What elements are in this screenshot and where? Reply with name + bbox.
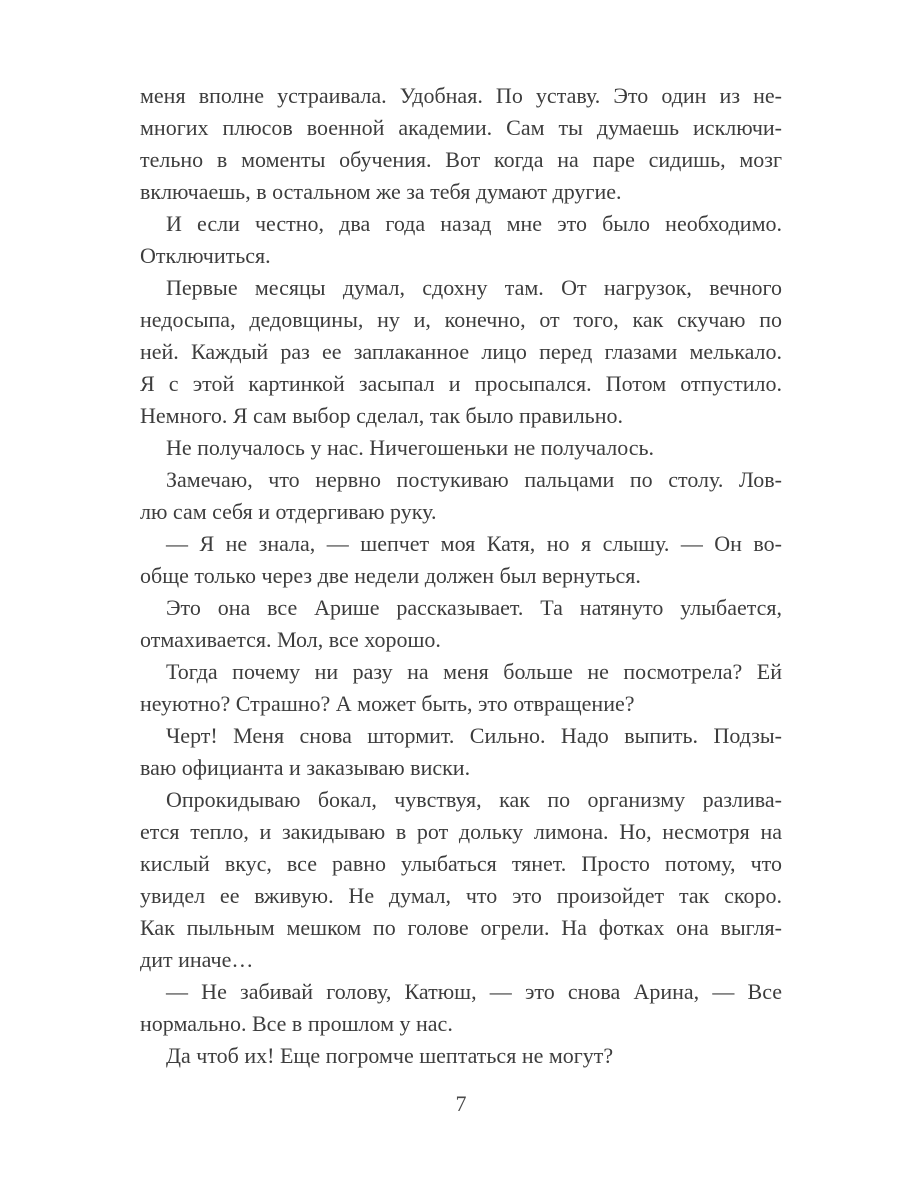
text-line: Первые месяцы думал, сдохну там. От нагрузок, вечного bbox=[166, 275, 782, 300]
text-line: Как пыльным мешком по голове огрели. На фотках она выгля- bbox=[140, 915, 782, 940]
text-block bbox=[140, 80, 782, 1072]
text-line: отмахивается. Мол, все хорошо. bbox=[140, 627, 441, 652]
paragraph bbox=[140, 528, 782, 592]
text-line: нормально. Все в прошлом у нас. bbox=[140, 1011, 453, 1036]
paragraph bbox=[140, 464, 782, 528]
text-line: Замечаю, что нервно постукиваю пальцами по столу. Лов- bbox=[166, 467, 782, 492]
text-line: Черт! Меня снова штормит. Сильно. Надо выпить. Подзы- bbox=[166, 723, 782, 748]
paragraph bbox=[140, 208, 782, 272]
text-line: Отключиться. bbox=[140, 243, 271, 268]
text-line: дит иначе… bbox=[140, 947, 254, 972]
text-line: — Я не знала, — шепчет моя Катя, но я слышу. — Он во- bbox=[166, 531, 782, 556]
text-line: Тогда почему ни разу на меня больше не посмотрела? Ей bbox=[166, 659, 782, 684]
text-line: лю сам себя и отдергиваю руку. bbox=[140, 499, 437, 524]
text-line: недосыпа, дедовщины, ну и, конечно, от того, как скучаю по bbox=[140, 307, 782, 332]
text-line: ней. Каждый раз ее заплаканное лицо перед глазами мелькало. bbox=[140, 339, 782, 364]
paragraph bbox=[140, 432, 782, 464]
paragraph bbox=[140, 976, 782, 1040]
text-line: Немного. Я сам выбор сделал, так было правильно. bbox=[140, 403, 623, 428]
text-line: ваю официанта и заказываю виски. bbox=[140, 755, 471, 780]
text-line: включаешь, в остальном же за тебя думают другие. bbox=[140, 179, 622, 204]
paragraph bbox=[140, 1040, 782, 1072]
text-line: многих плюсов военной академии. Сам ты думаешь исключи- bbox=[140, 115, 782, 140]
paragraph bbox=[140, 720, 782, 784]
text-line: кислый вкус, все равно улыбаться тянет. Просто потому, что bbox=[140, 851, 782, 876]
text-line: Это она все Арише рассказывает. Та натянуто улыбается, bbox=[166, 595, 782, 620]
paragraph bbox=[140, 656, 782, 720]
text-line: Да чтоб их! Еще погромче шептаться не могут? bbox=[166, 1043, 614, 1068]
paragraph bbox=[140, 784, 782, 976]
text-line: Не получалось у нас. Ничегошеньки не получалось. bbox=[166, 435, 655, 460]
text-line: неуютно? Страшно? А может быть, это отвращение? bbox=[140, 691, 635, 716]
paragraph bbox=[140, 272, 782, 432]
text-line: Опрокидываю бокал, чувствуя, как по организму разлива- bbox=[166, 787, 782, 812]
text-line: ется тепло, и закидываю в рот дольку лимона. Но, несмотря на bbox=[140, 819, 782, 844]
text-line: меня вполне устраивала. Удобная. По уставу. Это один из не- bbox=[140, 83, 782, 108]
page-number: 7 bbox=[455, 1091, 467, 1116]
text-line: — Не забивай голову, Катюш, — это снова Арина, — Все bbox=[166, 979, 782, 1004]
text-line: И если честно, два года назад мне это было необходимо. bbox=[166, 211, 782, 236]
paragraph bbox=[140, 592, 782, 656]
paragraph bbox=[140, 80, 782, 208]
text-line: тельно в моменты обучения. Вот когда на паре сидишь, мозг bbox=[140, 147, 782, 172]
text-line: обще только через две недели должен был вернуться. bbox=[140, 563, 641, 588]
text-line: Я с этой картинкой засыпал и просыпался. Потом отпустило. bbox=[140, 371, 782, 396]
text-line: увидел ее вживую. Не думал, что это произойдет так скоро. bbox=[140, 883, 782, 908]
